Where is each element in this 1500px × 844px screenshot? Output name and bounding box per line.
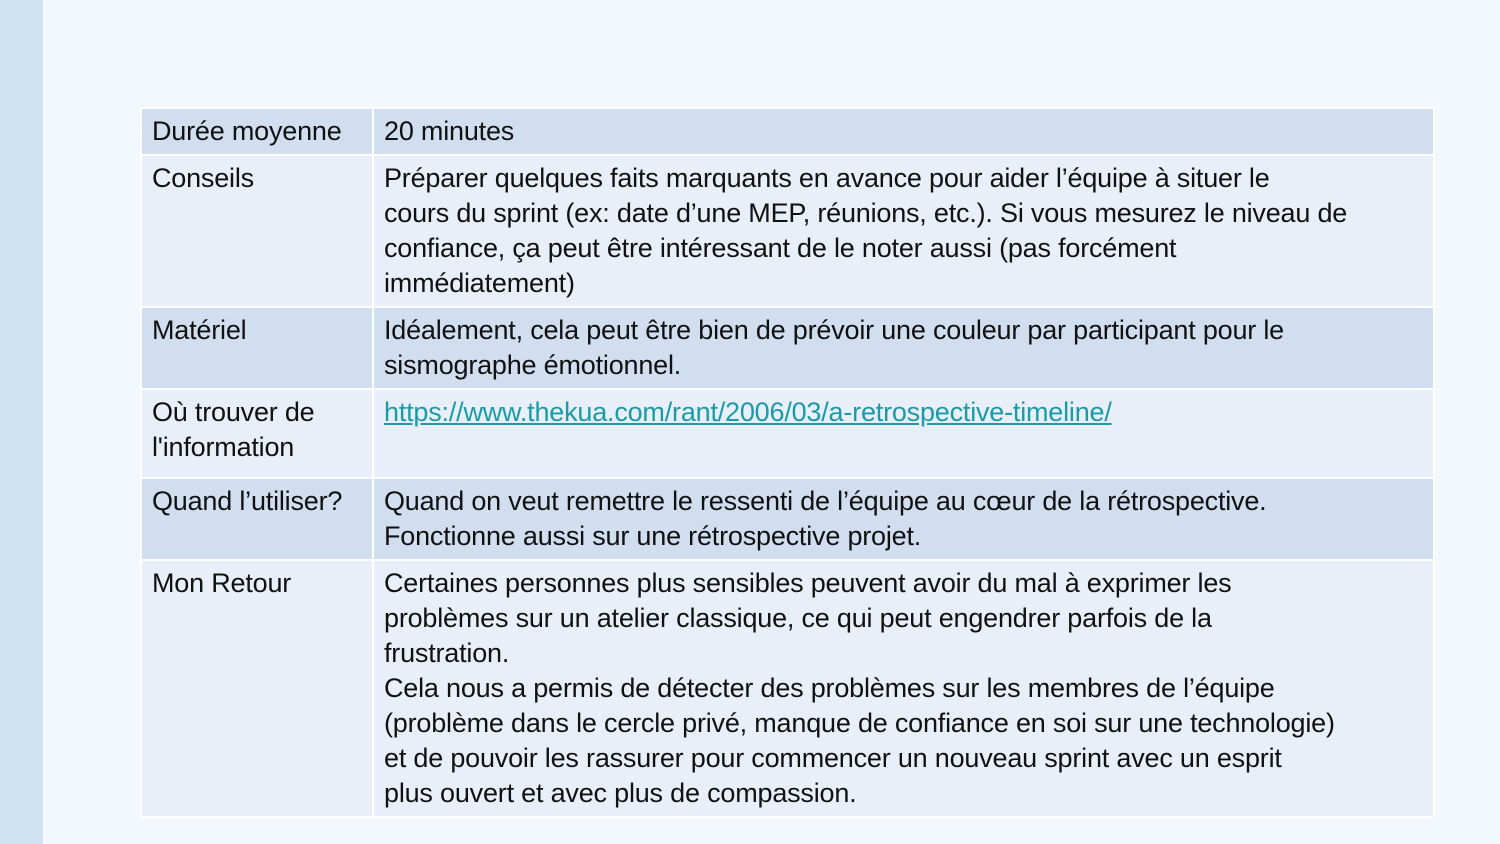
value-materiel bbox=[373, 307, 1434, 389]
value-line: confiance, ça peut être intéressant de le noter aussi (pas forcément bbox=[384, 233, 1177, 263]
retrospective-info-table bbox=[140, 107, 1435, 818]
value-information bbox=[373, 389, 1434, 478]
value-line: Préparer quelques faits marquants en avance pour aider l’équipe à situer le bbox=[384, 163, 1270, 193]
label-line: Où trouver de bbox=[152, 397, 315, 427]
retrospective-timeline-link[interactable]: https://www.thekua.com/rant/2006/03/a-retrospective-timeline/ bbox=[384, 397, 1112, 427]
value-line: plus ouvert et avec plus de compassion. bbox=[384, 778, 857, 808]
value-conseils bbox=[373, 155, 1434, 307]
value-line: Cela nous a permis de détecter des problèmes sur les membres de l’équipe bbox=[384, 673, 1275, 703]
label-duree: Durée moyenne bbox=[141, 108, 373, 155]
value-line: Quand on veut remettre le ressenti de l’équipe au cœur de la rétrospective. bbox=[384, 486, 1267, 516]
value-retour bbox=[373, 560, 1434, 817]
table-row-conseils bbox=[141, 155, 1434, 307]
value-line: sismographe émotionnel. bbox=[384, 350, 682, 380]
value-line: cours du sprint (ex: date d’une MEP, réunions, etc.). Si vous mesurez le niveau de bbox=[384, 198, 1348, 228]
label-quand: Quand l’utiliser? bbox=[141, 478, 373, 560]
label-conseils: Conseils bbox=[141, 155, 373, 307]
value-line: immédiatement) bbox=[384, 268, 575, 298]
value-line: 20 minutes bbox=[384, 116, 515, 146]
value-line: problèmes sur un atelier classique, ce qui peut engendrer parfois de la bbox=[384, 603, 1212, 633]
value-line: Fonctionne aussi sur une rétrospective projet. bbox=[384, 521, 922, 551]
value-quand bbox=[373, 478, 1434, 560]
value-line: et de pouvoir les rassurer pour commencer un nouveau sprint avec un esprit bbox=[384, 743, 1282, 773]
table-row-retour bbox=[141, 560, 1434, 817]
label-line: l'information bbox=[152, 432, 295, 462]
table-row-materiel bbox=[141, 307, 1434, 389]
label-retour: Mon Retour bbox=[141, 560, 373, 817]
value-line: frustration. bbox=[384, 638, 510, 668]
value-duree bbox=[373, 108, 1434, 155]
label-materiel: Matériel bbox=[141, 307, 373, 389]
label-information bbox=[141, 389, 373, 478]
table-row-information bbox=[141, 389, 1434, 478]
value-line: Idéalement, cela peut être bien de prévoir une couleur par participant pour le bbox=[384, 315, 1284, 345]
value-line: (problème dans le cercle privé, manque de confiance en soi sur une technologie) bbox=[384, 708, 1335, 738]
value-line: Certaines personnes plus sensibles peuvent avoir du mal à exprimer les bbox=[384, 568, 1232, 598]
table-row-duree bbox=[141, 108, 1434, 155]
table-row-quand bbox=[141, 478, 1434, 560]
left-accent-band bbox=[0, 0, 43, 844]
